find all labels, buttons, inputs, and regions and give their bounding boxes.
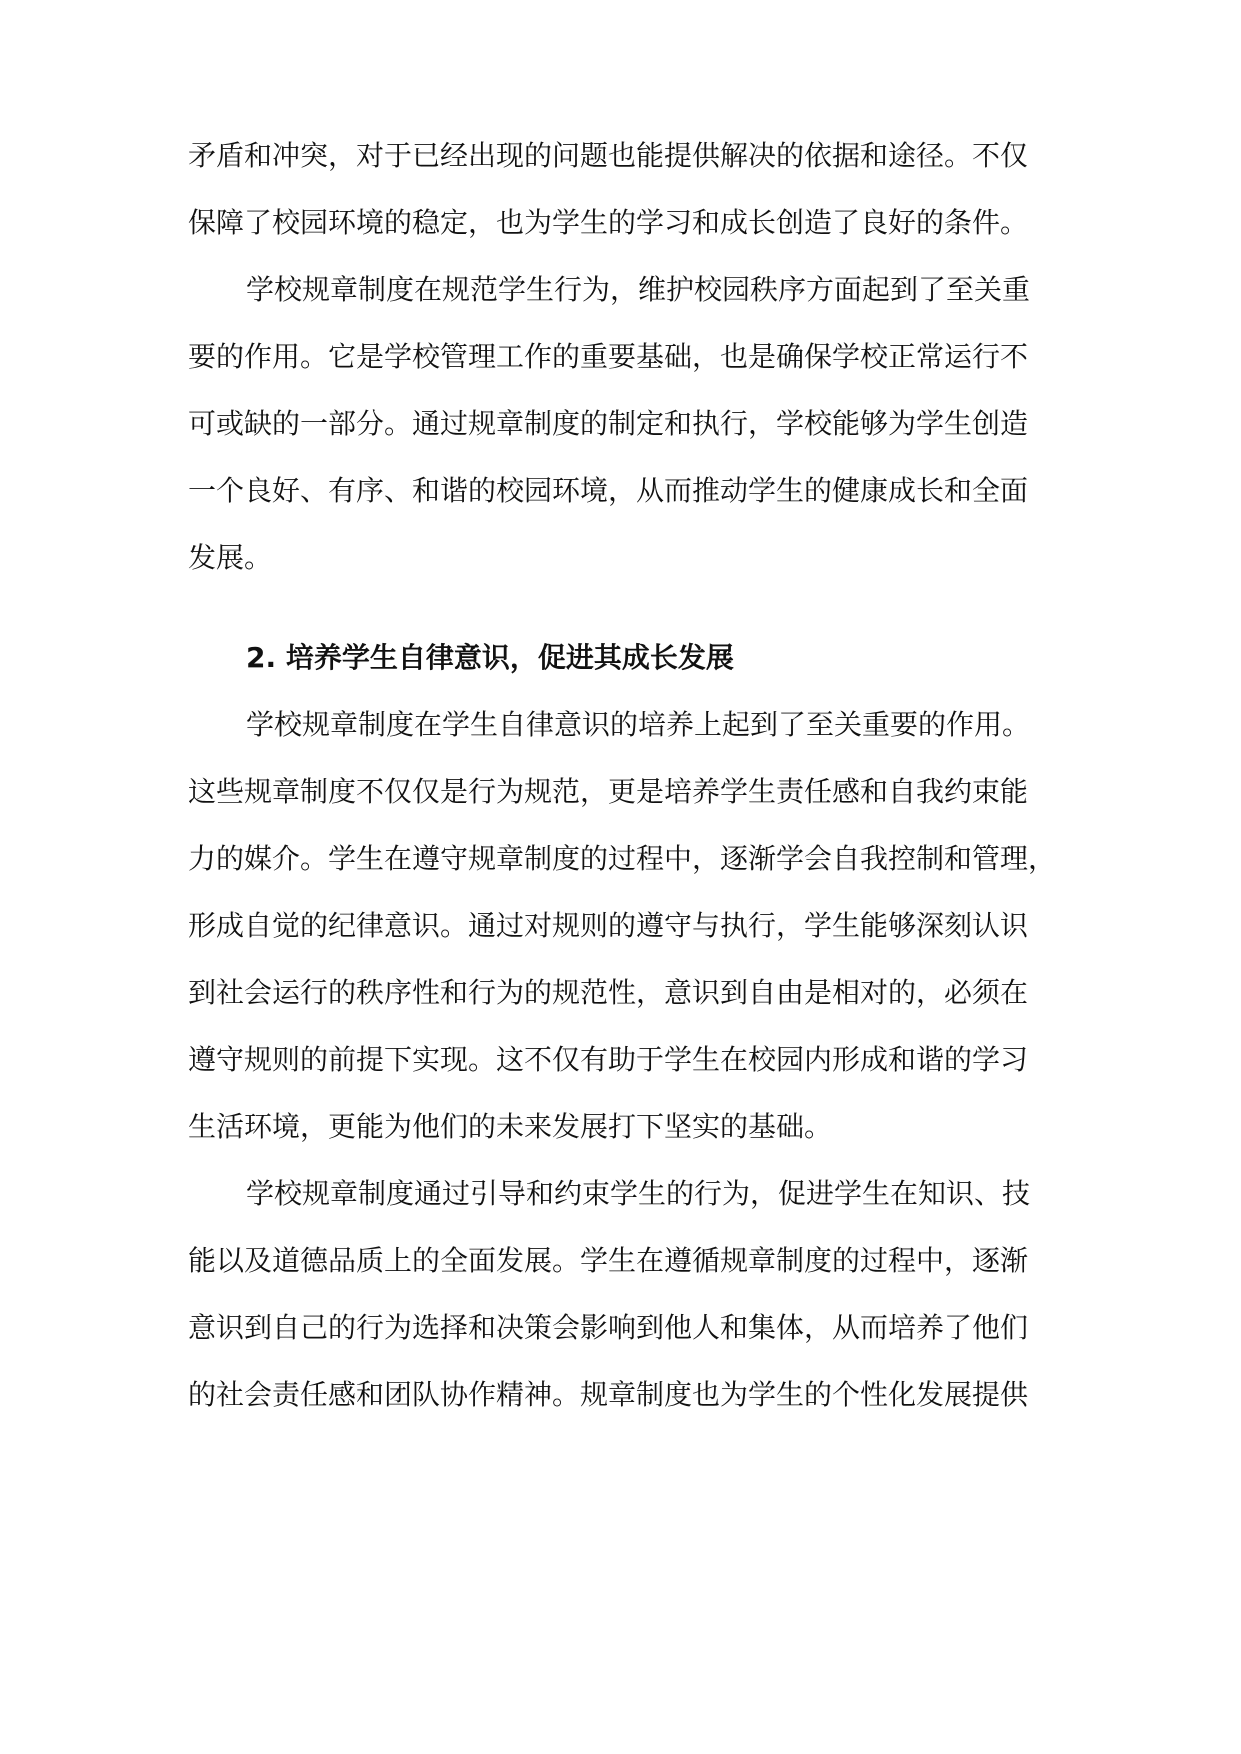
paragraph-1-line-2: 保障了校园环境的稳定，也为学生的学习和成长创造了良好的条件。 — [188, 206, 1029, 239]
paragraph-3-line-1: 学校规章制度在学生自律意识的培养上起到了至关重要的作用。 — [246, 708, 1031, 741]
paragraph-2-line-2: 要的作用。它是学校管理工作的重要基础，也是确保学校正常运行不 — [188, 340, 1029, 373]
section-heading: 2. 培养学生自律意识，促进其成长发展 — [246, 641, 734, 674]
paragraph-3-line-5: 到社会运行的秩序性和行为的规范性，意识到自由是相对的，必须在 — [188, 976, 1029, 1009]
paragraph-4-line-2: 能以及道德品质上的全面发展。学生在遵循规章制度的过程中，逐渐 — [188, 1244, 1029, 1277]
paragraph-3-line-3: 力的媒介。学生在遵守规章制度的过程中，逐渐学会自我控制和管理， — [188, 842, 1057, 875]
paragraph-3-line-4: 形成自觉的纪律意识。通过对规则的遵守与执行，学生能够深刻认识 — [188, 909, 1029, 942]
paragraph-2-line-4: 一个良好、有序、和谐的校园环境，从而推动学生的健康成长和全面 — [188, 474, 1029, 507]
paragraph-3-line-6: 遵守规则的前提下实现。这不仅有助于学生在校园内形成和谐的学习 — [188, 1043, 1029, 1076]
paragraph-3-line-7: 生活环境，更能为他们的未来发展打下坚实的基础。 — [188, 1110, 833, 1143]
paragraph-2-line-3: 可或缺的一部分。通过规章制度的制定和执行，学校能够为学生创造 — [188, 407, 1029, 440]
paragraph-2-line-5: 发展。 — [188, 541, 273, 574]
paragraph-1-line-1: 矛盾和冲突，对于已经出现的问题也能提供解决的依据和途径。不仅 — [188, 139, 1029, 172]
paragraph-2-line-1: 学校规章制度在规范学生行为，维护校园秩序方面起到了至关重 — [246, 273, 1031, 306]
paragraph-4-line-1: 学校规章制度通过引导和约束学生的行为，促进学生在知识、技 — [246, 1177, 1031, 1210]
paragraph-4-line-3: 意识到自己的行为选择和决策会影响到他人和集体，从而培养了他们 — [188, 1311, 1029, 1344]
paragraph-4-line-4: 的社会责任感和团队协作精神。规章制度也为学生的个性化发展提供 — [188, 1378, 1029, 1411]
paragraph-3-line-2: 这些规章制度不仅仅是行为规范，更是培养学生责任感和自我约束能 — [188, 775, 1029, 808]
